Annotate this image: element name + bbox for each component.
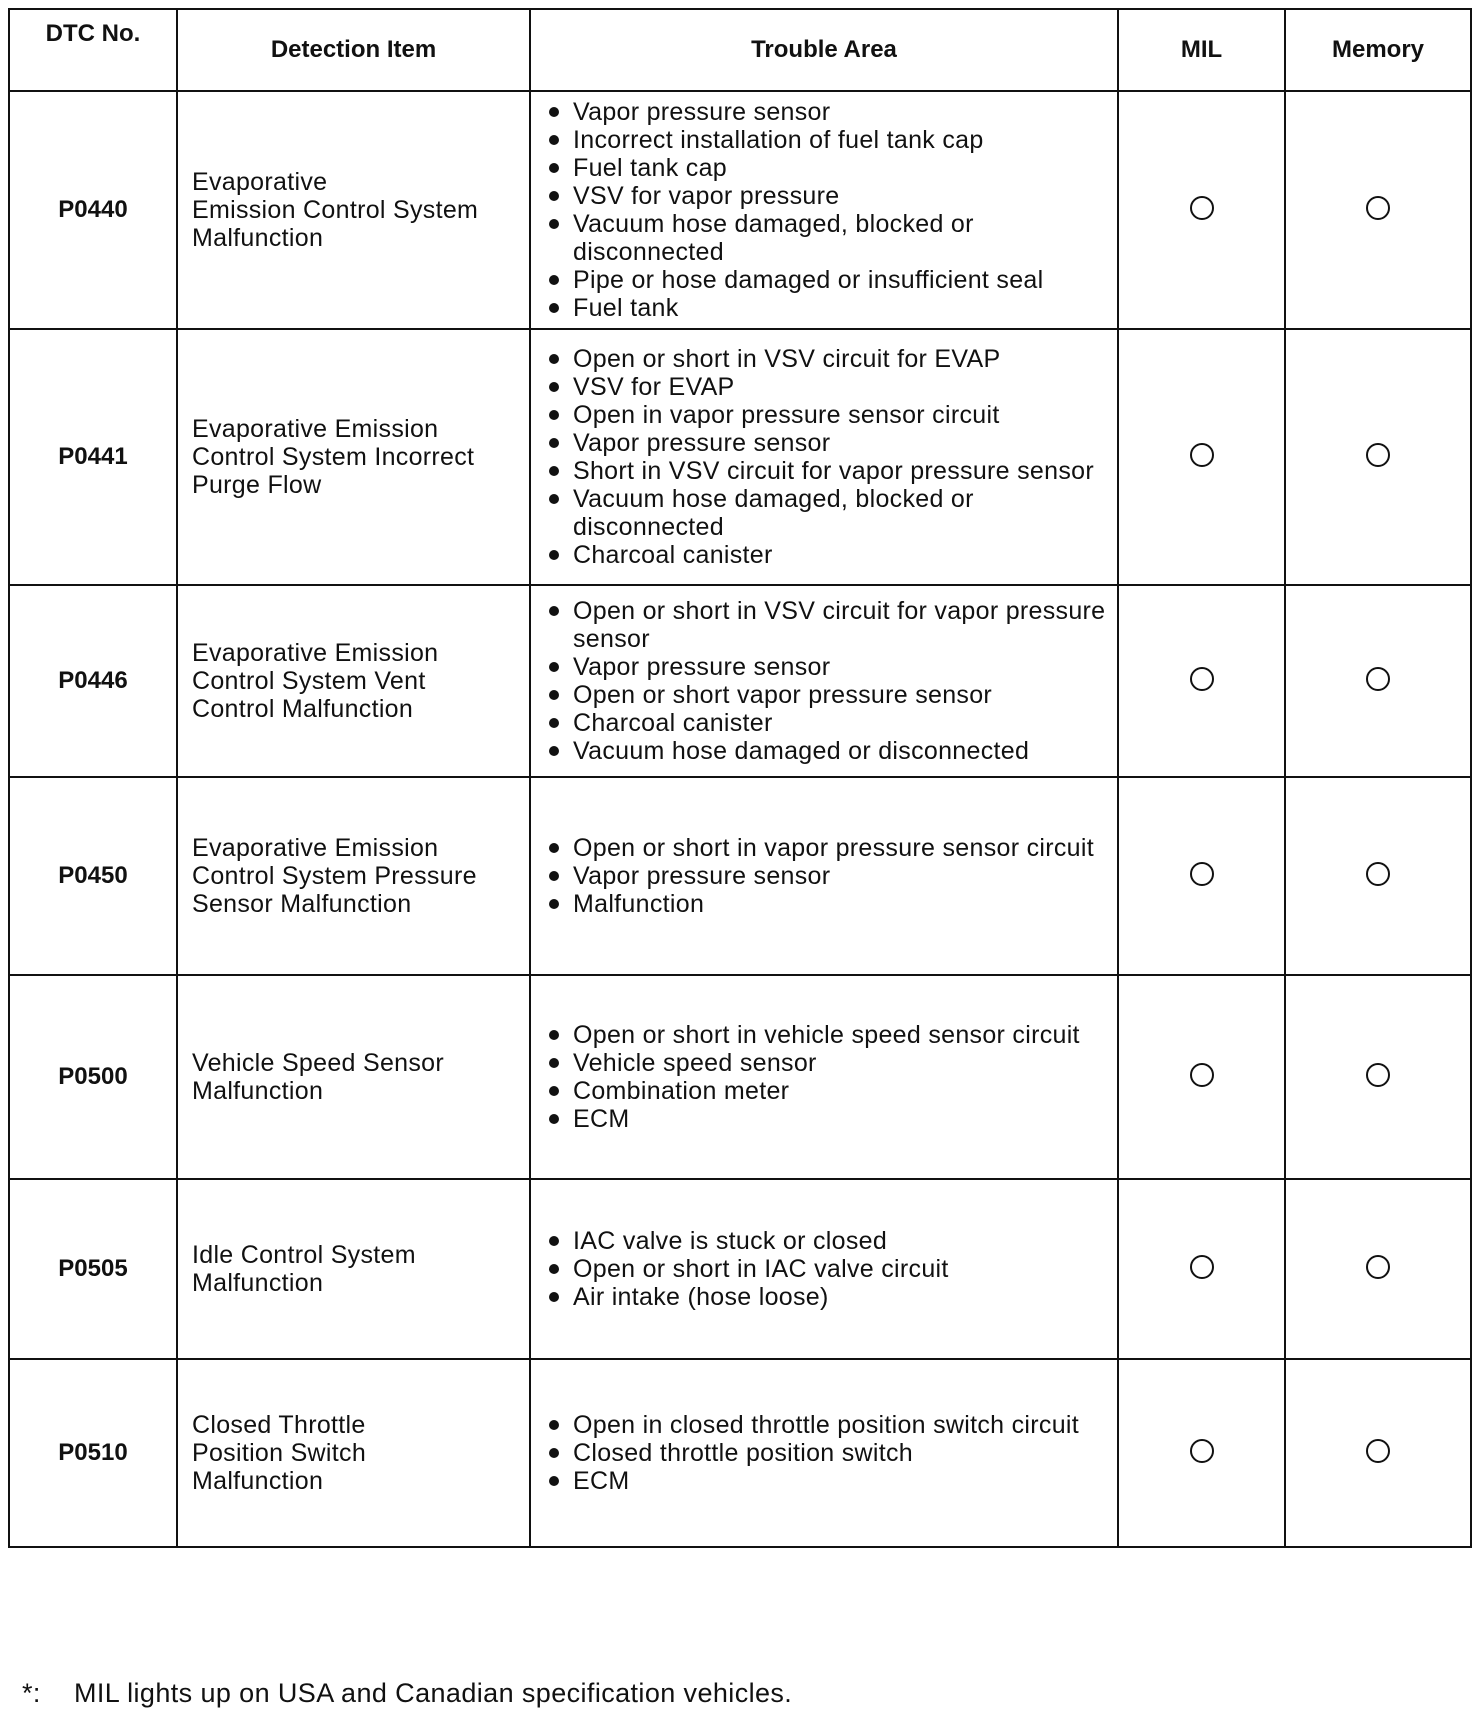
memory-cell <box>1285 975 1471 1179</box>
detection-item-line: Position Switch <box>192 1439 367 1467</box>
trouble-area <box>530 975 1118 1179</box>
trouble-area-item: Open or short in IAC valve circuit <box>545 1255 1107 1283</box>
trouble-area <box>530 777 1118 975</box>
trouble-area-item: Fuel tank cap <box>545 154 1107 182</box>
detection-item-line: Control System Pressure <box>192 862 477 890</box>
detection-item <box>177 585 530 777</box>
detection-item-line: Sensor Malfunction <box>192 890 412 918</box>
trouble-area-item: VSV for EVAP <box>545 373 1107 401</box>
mil-cell <box>1118 1359 1285 1547</box>
trouble-area-item: Vapor pressure sensor <box>545 862 1107 890</box>
circle-icon <box>1366 443 1390 467</box>
trouble-area <box>530 329 1118 585</box>
detection-item-line: Malfunction <box>192 1269 324 1297</box>
footnote <box>22 1678 792 1709</box>
dtc-code: P0441 <box>9 329 177 585</box>
trouble-area-item: Open or short in VSV circuit for EVAP <box>545 345 1107 373</box>
detection-item-line: Evaporative Emission <box>192 415 439 443</box>
detection-item <box>177 975 530 1179</box>
mil-cell <box>1118 975 1285 1179</box>
dtc-code: P0500 <box>9 975 177 1179</box>
trouble-area-list <box>545 1411 1107 1495</box>
dtc-code: P0450 <box>9 777 177 975</box>
detection-item <box>177 329 530 585</box>
trouble-area-item: IAC valve is stuck or closed <box>545 1227 1107 1255</box>
dtc-table <box>8 8 1472 1548</box>
trouble-area-list <box>545 1227 1107 1311</box>
header-mil: MIL <box>1118 9 1285 91</box>
circle-icon <box>1190 862 1214 886</box>
dtc-code: P0510 <box>9 1359 177 1547</box>
trouble-area <box>530 1179 1118 1359</box>
trouble-area-item: ECM <box>545 1467 1107 1495</box>
detection-item-line: Control Malfunction <box>192 695 414 723</box>
trouble-area <box>530 1359 1118 1547</box>
trouble-area-list <box>545 834 1107 918</box>
memory-cell <box>1285 1359 1471 1547</box>
trouble-area-item: Vacuum hose damaged or disconnected <box>545 737 1107 765</box>
circle-icon <box>1190 196 1214 220</box>
memory-cell <box>1285 91 1471 329</box>
trouble-area-item: Vehicle speed sensor <box>545 1049 1107 1077</box>
trouble-area-item: VSV for vapor pressure <box>545 182 1107 210</box>
trouble-area-item: Fuel tank <box>545 294 1107 322</box>
circle-icon <box>1190 667 1214 691</box>
mil-cell <box>1118 777 1285 975</box>
trouble-area-item: Open or short vapor pressure sensor <box>545 681 1107 709</box>
detection-item-line: Evaporative Emission <box>192 639 439 667</box>
memory-cell <box>1285 777 1471 975</box>
trouble-area-item: Open or short in vapor pressure sensor circuit <box>545 834 1107 862</box>
trouble-area-list <box>545 597 1107 765</box>
header-row <box>9 9 1471 91</box>
mil-cell <box>1118 1179 1285 1359</box>
detection-item-line: Malfunction <box>192 1077 324 1105</box>
footnote-text: MIL lights up on USA and Canadian specification vehicles. <box>74 1678 793 1708</box>
detection-item-line: Emission Control System <box>192 196 479 224</box>
detection-item-line: Evaporative Emission <box>192 834 439 862</box>
trouble-area-item: Open in closed throttle position switch circuit <box>545 1411 1107 1439</box>
circle-icon <box>1190 1255 1214 1279</box>
detection-item-line: Malfunction <box>192 1467 324 1495</box>
circle-icon <box>1190 1439 1214 1463</box>
detection-item-line: Control System Incorrect <box>192 443 475 471</box>
trouble-area-item: Short in VSV circuit for vapor pressure sensor <box>545 457 1107 485</box>
dtc-code: P0440 <box>9 91 177 329</box>
mil-cell <box>1118 585 1285 777</box>
trouble-area-item: Open in vapor pressure sensor circuit <box>545 401 1107 429</box>
detection-item-line: Malfunction <box>192 224 324 252</box>
trouble-area-item: Pipe or hose damaged or insufficient seal <box>545 266 1107 294</box>
header-dtc-no: DTC No. <box>9 9 177 91</box>
circle-icon <box>1366 1063 1390 1087</box>
trouble-area-list <box>545 345 1107 569</box>
trouble-area-item: Open or short in VSV circuit for vapor pressure sensor <box>545 597 1107 653</box>
trouble-area-item: Vapor pressure sensor <box>545 98 1107 126</box>
detection-item <box>177 1359 530 1547</box>
detection-item <box>177 91 530 329</box>
trouble-area <box>530 585 1118 777</box>
table-row <box>9 585 1471 777</box>
table-body <box>9 91 1471 1547</box>
header-memory: Memory <box>1285 9 1471 91</box>
detection-item-line: Purge Flow <box>192 471 322 499</box>
trouble-area-item: Combination meter <box>545 1077 1107 1105</box>
detection-item-line: Control System Vent <box>192 667 426 695</box>
memory-cell <box>1285 329 1471 585</box>
trouble-area-item: Vapor pressure sensor <box>545 429 1107 457</box>
trouble-area-list <box>545 98 1107 322</box>
table-row <box>9 975 1471 1179</box>
circle-icon <box>1366 667 1390 691</box>
trouble-area-item: ECM <box>545 1105 1107 1133</box>
detection-item-line: Evaporative <box>192 168 328 196</box>
circle-icon <box>1366 1439 1390 1463</box>
circle-icon <box>1366 1255 1390 1279</box>
table-row <box>9 329 1471 585</box>
circle-icon <box>1366 196 1390 220</box>
circle-icon <box>1190 1063 1214 1087</box>
trouble-area-item: Open or short in vehicle speed sensor circuit <box>545 1021 1107 1049</box>
circle-icon <box>1190 443 1214 467</box>
header-trouble-area: Trouble Area <box>530 9 1118 91</box>
detection-item-line: Vehicle Speed Sensor <box>192 1049 445 1077</box>
trouble-area-list <box>545 1021 1107 1133</box>
trouble-area-item: Air intake (hose loose) <box>545 1283 1107 1311</box>
dtc-code: P0505 <box>9 1179 177 1359</box>
trouble-area-item: Vapor pressure sensor <box>545 653 1107 681</box>
trouble-area-item: Incorrect installation of fuel tank cap <box>545 126 1107 154</box>
table-row <box>9 91 1471 329</box>
memory-cell <box>1285 585 1471 777</box>
header-detection-item: Detection Item <box>177 9 530 91</box>
mil-cell <box>1118 329 1285 585</box>
dtc-code: P0446 <box>9 585 177 777</box>
detection-item-line: Idle Control System <box>192 1241 416 1269</box>
mil-cell <box>1118 91 1285 329</box>
trouble-area-item: Charcoal canister <box>545 541 1107 569</box>
trouble-area-item: Malfunction <box>545 890 1107 918</box>
table-row <box>9 777 1471 975</box>
detection-item <box>177 777 530 975</box>
trouble-area <box>530 91 1118 329</box>
trouble-area-item: Charcoal canister <box>545 709 1107 737</box>
table-row <box>9 1179 1471 1359</box>
circle-icon <box>1366 862 1390 886</box>
table-row <box>9 1359 1471 1547</box>
memory-cell <box>1285 1179 1471 1359</box>
detection-item <box>177 1179 530 1359</box>
detection-item-line: Closed Throttle <box>192 1411 366 1439</box>
trouble-area-item: Vacuum hose damaged, blocked or disconnected <box>545 485 1107 541</box>
trouble-area-item: Vacuum hose damaged, blocked or disconnected <box>545 210 1107 266</box>
trouble-area-item: Closed throttle position switch <box>545 1439 1107 1467</box>
footnote-mark: *: <box>22 1678 41 1708</box>
